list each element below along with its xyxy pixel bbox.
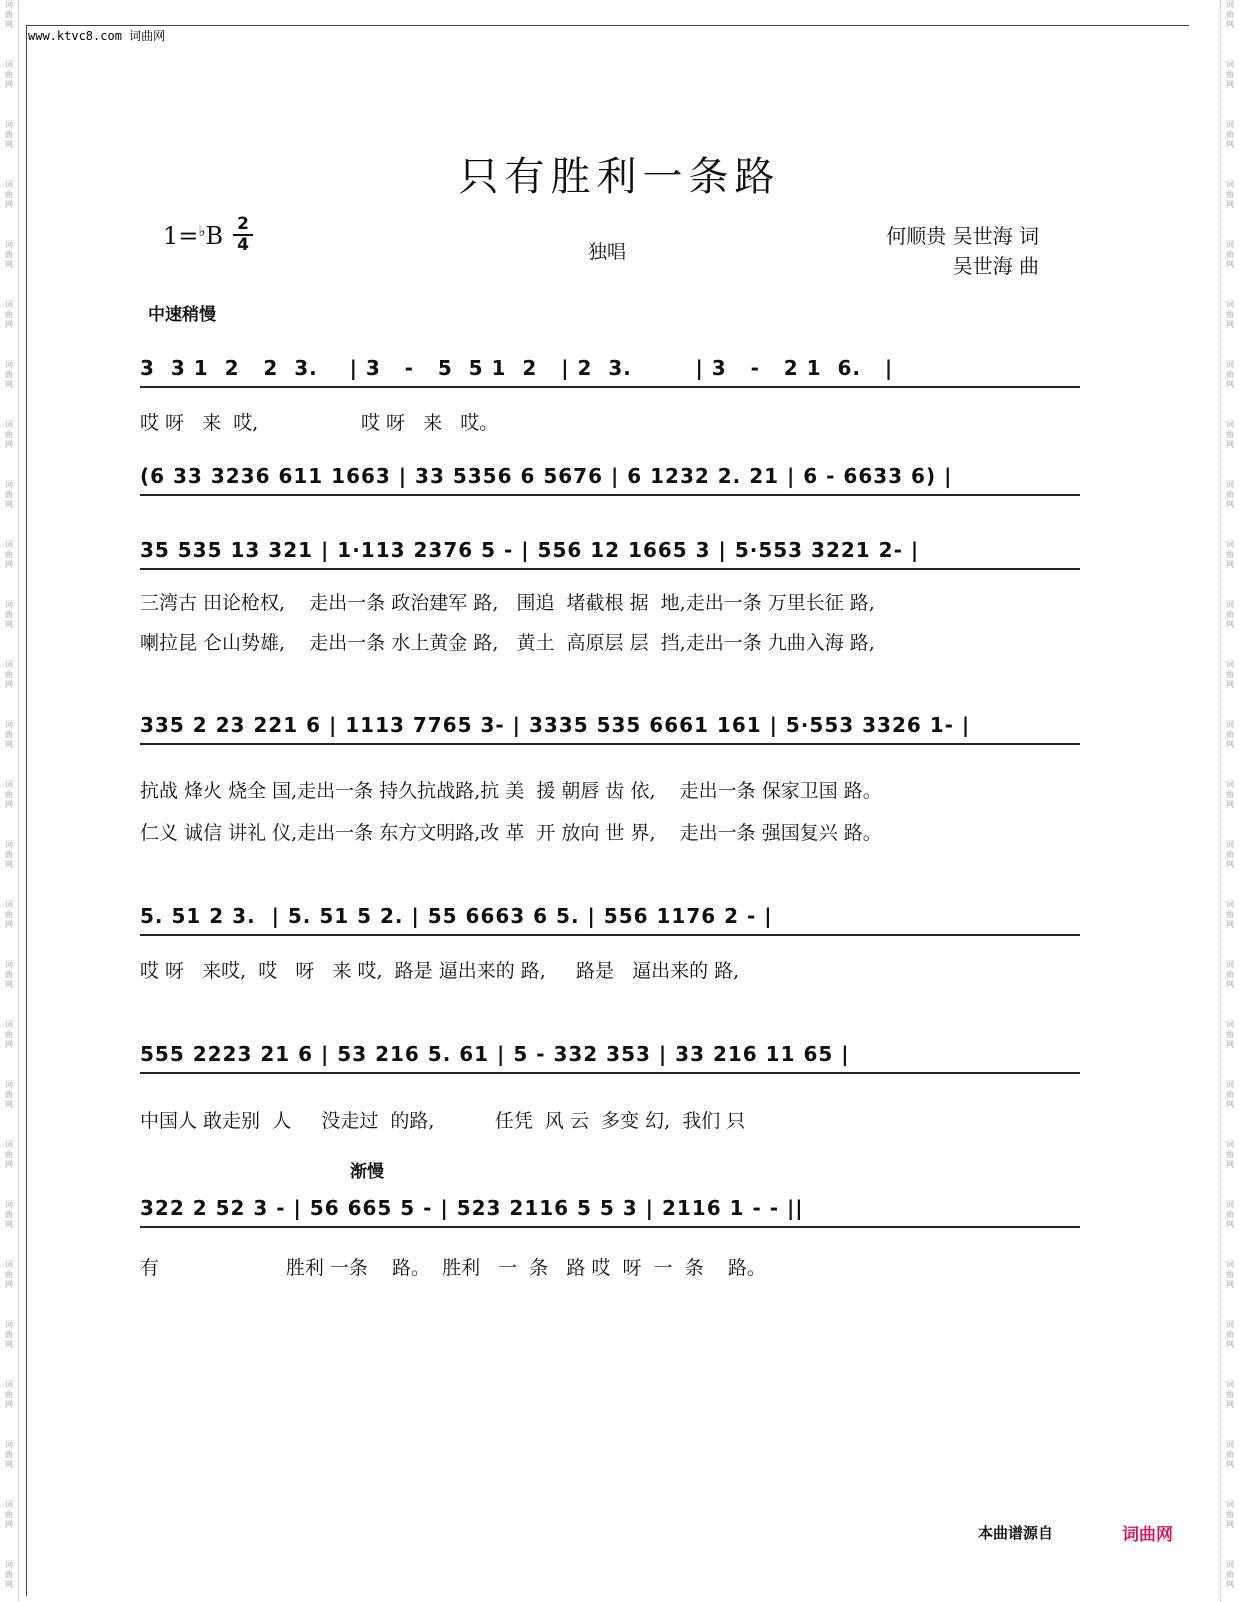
notation-row-1: 3 3 1 2 2 3. | 3 - 5 5 1 2 | 2 3. | 3 - 2 1 6. | (140, 356, 1080, 388)
performance-type: 独唱 (588, 241, 627, 263)
watermark-text: 词 曲 网 (5, 1260, 13, 1289)
watermark-text: 词 曲 网 (1226, 840, 1234, 869)
watermark-text: 词 曲 网 (1226, 360, 1234, 389)
notation-row-7: 322 2 52 3 - | 56 665 5 - | 523 2116 5 5 3 | 2116 1 - - || (140, 1196, 1080, 1228)
watermark-text: 词 曲 网 (5, 600, 13, 629)
notation-row-6: 555 2223 21 6 | 53 216 5. 61 | 5 - 332 353 | 33 216 11 65 | (140, 1042, 1080, 1074)
watermark-text: 词 曲 网 (1226, 180, 1234, 209)
watermark-text: 词 曲 网 (1226, 1140, 1234, 1169)
notation-row-3: 35 535 13 321 | 1·113 2376 5 - | 556 12 1665 3 | 5·553 3221 2- | (140, 538, 1080, 570)
watermark-text: 词 曲 网 (1226, 60, 1234, 89)
watermark-text: 词 曲 网 (1226, 1560, 1234, 1589)
time-sig-bottom: 4 (237, 235, 249, 255)
key-note: B (205, 222, 224, 250)
watermark-text: 词 曲 网 (5, 1440, 13, 1469)
watermark-text: 词 曲 网 (1226, 900, 1234, 929)
watermark-text: 词 曲 网 (1226, 660, 1234, 689)
watermark-text: 词 曲 网 (5, 780, 13, 809)
lyric-row-5a: 哎 呀 来哎, 哎 呀 来 哎, 路是 逼出来的 路, 路是 逼出来的 路, (140, 960, 740, 982)
watermark-text: 词 曲 网 (5, 300, 13, 329)
watermark-text: 词 曲 网 (1226, 1320, 1234, 1349)
time-signature (233, 216, 253, 254)
right-watermark-strip (1220, 0, 1239, 1602)
watermark-text: 词 曲 网 (5, 120, 13, 149)
watermark-text: 词 曲 网 (5, 660, 13, 689)
watermark-text: 词 曲 网 (1226, 540, 1234, 569)
tempo-marking: 中速稍慢 (148, 305, 216, 325)
watermark-text: 词 曲 网 (1226, 240, 1234, 269)
watermark-text: 词 曲 网 (5, 180, 13, 209)
left-watermark-strip (0, 0, 19, 1602)
lyric-row-1a: 哎 呀 来 哎, 哎 呀 来 哎。 (140, 412, 499, 434)
watermark-text: 词 曲 网 (1226, 1020, 1234, 1049)
watermark-text: 词 曲 网 (5, 900, 13, 929)
watermark-text: 词 曲 网 (1226, 1380, 1234, 1409)
watermark-text: 词 曲 网 (5, 60, 13, 89)
lyric-row-3a: 三湾古 田论枪权, 走出一条 政治建军 路, 围追 堵截根 据 地,走出一条 万里长征 路, (140, 592, 875, 614)
watermark-text: 词 曲 网 (1226, 960, 1234, 989)
watermark-text: 词 曲 网 (5, 0, 13, 29)
watermark-text: 词 曲 网 (1226, 1200, 1234, 1229)
source-label: 本曲谱源自 (978, 1524, 1054, 1542)
watermark-text: 词 曲 网 (5, 720, 13, 749)
site-url-header: www.ktvc8.com 词曲网 (28, 29, 166, 43)
watermark-text: 词 曲 网 (5, 1200, 13, 1229)
composer-credit: 吴世海 曲 (952, 254, 1039, 278)
tempo-change-marking: 渐慢 (350, 1162, 384, 1182)
watermark-text: 词 曲 网 (1226, 300, 1234, 329)
watermark-text: 词 曲 网 (5, 1560, 13, 1589)
watermark-text: 词 曲 网 (1226, 780, 1234, 809)
lyric-row-3b: 喇拉昆 仑山势雄, 走出一条 水上黄金 路, 黄土 高原层 层 挡,走出一条 九曲入海 路, (140, 632, 875, 654)
notation-row-5: 5. 51 2 3. | 5. 51 5 2. | 55 6663 6 5. | 556 1176 2 - | (140, 904, 1080, 936)
key-label: 1= (163, 222, 199, 250)
watermark-text: 词 曲 网 (1226, 480, 1234, 509)
watermark-text: 词 曲 网 (5, 420, 13, 449)
watermark-text: 词 曲 网 (5, 360, 13, 389)
time-sig-top: 2 (237, 214, 249, 234)
source-logo: 词曲网 (1122, 1525, 1173, 1545)
watermark-text: 词 曲 网 (5, 540, 13, 569)
watermark-text: 词 曲 网 (5, 1500, 13, 1529)
watermark-text: 词 曲 网 (5, 240, 13, 269)
watermark-text: 词 曲 网 (5, 1020, 13, 1049)
lyricist-credit: 何顺贵 吴世海 词 (886, 224, 1039, 248)
watermark-text: 词 曲 网 (1226, 1500, 1234, 1529)
watermark-text: 词 曲 网 (5, 1080, 13, 1109)
watermark-text: 词 曲 网 (1226, 0, 1234, 29)
notation-row-2: (6 33 3236 611 1663 | 33 5356 6 5676 | 6 1232 2. 21 | 6 - 6633 6) | (140, 464, 1080, 496)
key-signature (163, 222, 223, 250)
watermark-text: 词 曲 网 (5, 1380, 13, 1409)
watermark-text: 词 曲 网 (5, 840, 13, 869)
watermark-text: 词 曲 网 (5, 480, 13, 509)
watermark-text: 词 曲 网 (5, 960, 13, 989)
lyric-row-6a: 中国人 敢走别 人 没走过 的路, 任凭 风 云 多变 幻, 我们 只 (140, 1110, 746, 1132)
watermark-text: 词 曲 网 (1226, 600, 1234, 629)
song-title: 只有胜利一条路 (458, 153, 781, 200)
watermark-text: 词 曲 网 (1226, 1440, 1234, 1469)
watermark-text: 词 曲 网 (1226, 120, 1234, 149)
watermark-text: 词 曲 网 (1226, 1260, 1234, 1289)
lyric-row-7a: 有 胜利 一条 路。 胜利 一 条 路 哎 呀 一 条 路。 (140, 1257, 766, 1279)
flat-symbol: ♭ (198, 222, 206, 240)
notation-row-4: 335 2 23 221 6 | 1113 7765 3- | 3335 535 6661 161 | 5·553 3326 1- | (140, 713, 1080, 745)
watermark-text: 词 曲 网 (1226, 1080, 1234, 1109)
watermark-text: 词 曲 网 (5, 1320, 13, 1349)
lyric-row-4b: 仁义 诚信 讲礼 仪,走出一条 东方文明路,改 革 开 放向 世 界, 走出一条 强国复兴 路。 (140, 822, 882, 844)
lyric-row-4a: 抗战 烽火 烧全 国,走出一条 持久抗战路,抗 美 援 朝唇 齿 依, 走出一条 保家卫国 路。 (140, 780, 882, 802)
watermark-text: 词 曲 网 (5, 1140, 13, 1169)
watermark-text: 词 曲 网 (1226, 720, 1234, 749)
watermark-text: 词 曲 网 (1226, 420, 1234, 449)
